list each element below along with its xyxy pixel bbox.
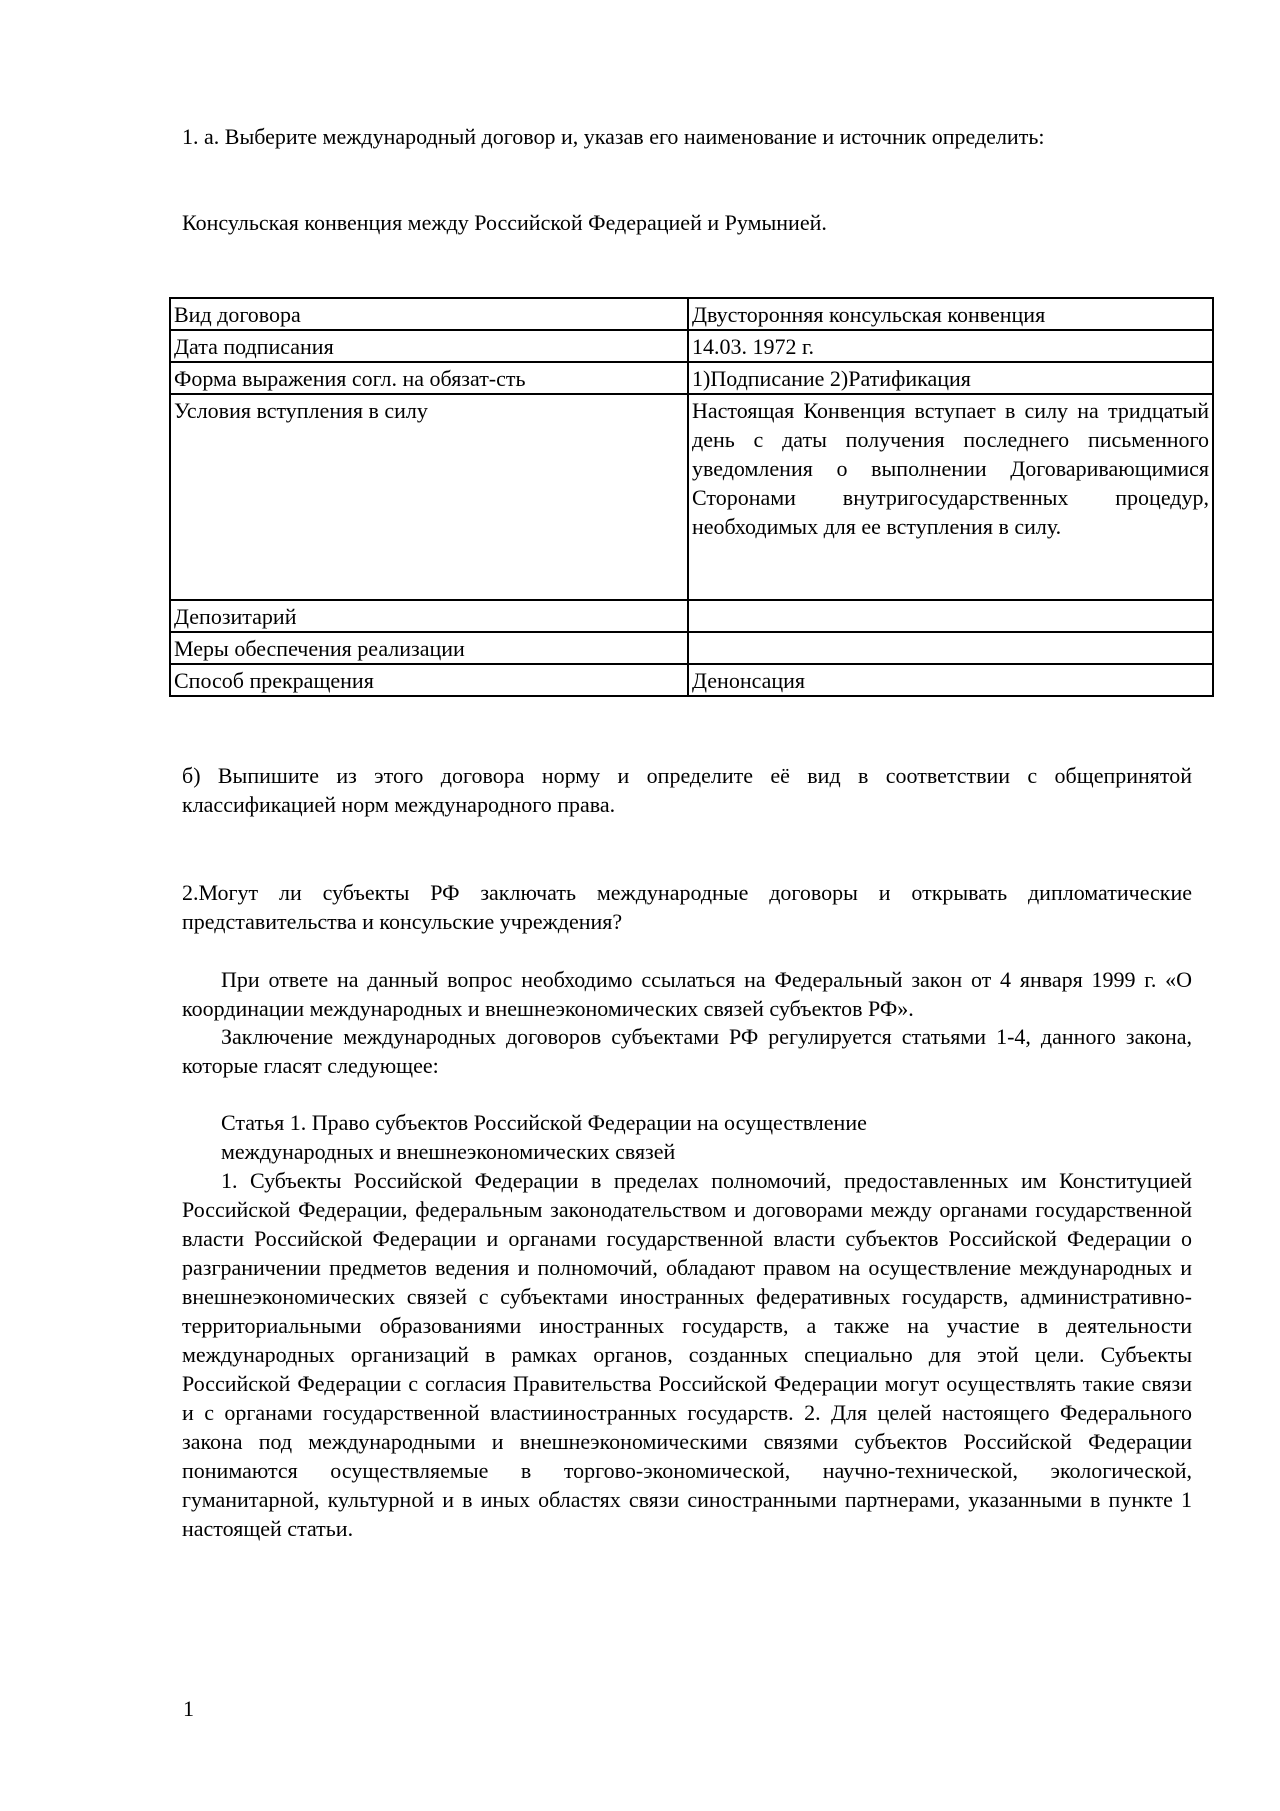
question-1a: 1. а. Выберите международный договор и, указав его наименование и источник определить: — [182, 124, 1045, 149]
row-value — [688, 632, 1213, 664]
row-value: 14.03. 1972 г. — [688, 330, 1213, 362]
row-label: Меры обеспечения реализации — [170, 632, 688, 664]
row-label: Способ прекращения — [170, 664, 688, 696]
row-value: Денонсация — [688, 664, 1213, 696]
table-row — [170, 394, 1213, 600]
page-number: 1 — [183, 1696, 194, 1721]
row-label: Форма выражения согл. на обязат-сть — [170, 362, 688, 394]
treaty-title: Консульская конвенция между Российской Федерацией и Румынией. — [182, 210, 827, 235]
table-row — [170, 600, 1213, 632]
treaty-table — [169, 297, 1214, 697]
question-2: 2.Могут ли субъекты РФ заключать международные договоры и открывать дипломатические представительства и консульские учреждения? — [182, 880, 1192, 934]
row-value: Настоящая Конвенция вступает в силу на тридцатый день с даты получения последнего письменного уведомления о выполнении Договаривающимися Сторонами внутригосударственных процедур, необходимых для ее вступления в силу. — [688, 394, 1213, 600]
answer-paragraph-2: Заключение международных договоров субъектами РФ регулируется статьями 1-4, данного закона, которые гласят следующее: — [182, 1024, 1192, 1078]
row-value: 1)Подписание 2)Ратификация — [688, 362, 1213, 394]
row-value — [688, 600, 1213, 632]
article-title-line-1: Статья 1. Право субъектов Российской Федерации на осуществление — [221, 1110, 867, 1135]
row-value: Двусторонняя консульская конвенция — [688, 298, 1213, 330]
table-row — [170, 664, 1213, 696]
table-row — [170, 632, 1213, 664]
answer-paragraph-1: При ответе на данный вопрос необходимо ссылаться на Федеральный закон от 4 января 1999 г. «О координации международных и внешнеэкономических связей субъектов РФ». — [182, 967, 1192, 1021]
table-row — [170, 362, 1213, 394]
article-text: 1. Субъекты Российской Федерации в пределах полномочий, предоставленных им Конституцией Российской Федерации, федеральным законодательством и договорами между органами государственной власти Российской Федерации и органами государственной власти субъектов Российской Федерации о разграничении предметов ведения и полномочий, обладают правом на осуществление международных и внешнеэкономических связей с субъектами иностранных федеративных государств, административно-территориальными образованиями иностранных государств, а также на участие в деятельности международных организаций в рамках органов, созданных специально для этой цели. Субъекты Российской Федерации с согласия Правительства Российской Федерации могут осуществлять такие связи и с органами государственной властииностранных государств. 2. Для целей настоящего Федерального закона под международными и внешнеэкономическими связями субъектов Российской Федерации понимаются осуществляемые в торгово-экономической, научно-технической, экологической, гуманитарной, культурной и в иных областях связи синостранными партнерами, указанными в пункте 1 настоящей статьи. — [182, 1168, 1192, 1541]
article-title-line-2: международных и внешнеэкономических связей — [221, 1139, 676, 1164]
row-label: Депозитарий — [170, 600, 688, 632]
question-1b: б) Выпишите из этого договора норму и определите её вид в соответствии с общепринятой классификацией норм международного права. — [182, 763, 1192, 817]
row-label: Условия вступления в силу — [170, 394, 688, 600]
row-label: Дата подписания — [170, 330, 688, 362]
row-label: Вид договора — [170, 298, 688, 330]
table-row — [170, 330, 1213, 362]
table-row — [170, 298, 1213, 330]
